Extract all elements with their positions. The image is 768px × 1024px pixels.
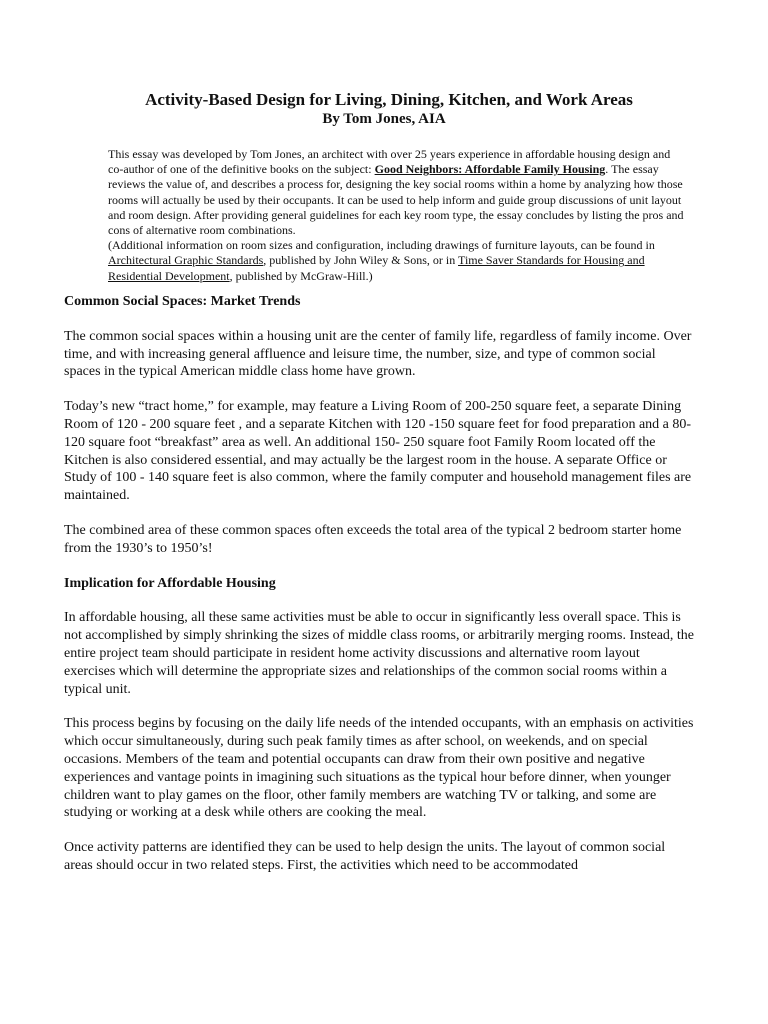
intro-paragraph [108,147,688,284]
paragraph: Today’s new “tract home,” for example, may feature a Living Room of 200-250 square feet, a separate Dining Room of 120 - 200 square feet , and a separate Kitchen with 120 -150 square feet for food preparation and a 80-120 square foot “breakfast” area as well. An additional 150- 250 square foot Family Room located off the Kitchen is also considered essential, and may actually be the largest room in the house. A separate Office or Study of 100 - 140 square feet is also common, where the family computer and household management files are maintained. [64,399,692,504]
book-title-time-saver-standards: Time Saver Standards for Housing and Residential Development [108,253,645,283]
page-title: Activity-Based Design for Living, Dining, Kitchen, and Work Areas [145,90,633,109]
author-byline: By Tom Jones, AIA [322,111,446,127]
paragraph: This process begins by focusing on the daily life needs of the intended occupants, with an emphasis on activities which occur simultaneously, during such peak family times as after school, on weekends, and on special occasions. Members of the team and potential occupants can draw from their own positive and negative experiences and vantage points in imagining such situations as the typical hour before dinner, when younger children want to play games on the floor, other family members are watching TV or talking, and some are studying or working at a desk while others are cooking the meal. [64,716,694,821]
intro-text-3: (Additional information on room sizes and configuration, including drawings of furniture layouts, can be found in [108,238,655,253]
section-heading-affordable-housing: Implication for Affordable Housing [64,575,276,591]
body-content [64,293,694,892]
paragraph: In affordable housing, all these same activities must be able to occur in significantly less overall space. This is not accomplished by simply shrinking the sizes of middle class rooms, or arbitrarily merging rooms. Instead, the entire project team should participate in resident home activity discussions and alternative room layout exercises which will determine the appropriate sizes and relationships of the common social rooms within a typical unit. [64,610,695,697]
paragraph: The common social spaces within a housing unit are the center of family life, regardless of family income. Over time, and with increasing general affluence and leisure time, the number, size, and type of common social spaces in the typical American middle class home have grown. [64,328,692,380]
book-title-graphic-standards: Architectural Graphic Standards [108,253,264,268]
intro-text-4: , published by John Wiley & Sons, or in [263,253,459,268]
intro-text-5: , published by McGraw-Hill.) [229,268,373,283]
section-heading-market-trends: Common Social Spaces: Market Trends [64,294,301,309]
paragraph: The combined area of these common spaces often exceeds the total area of the typical 2 bedroom starter home from the 1930’s to 1950’s! [64,522,682,556]
paragraph: Once activity patterns are identified they can be used to help design the units. The layout of common social areas should occur in two related steps. First, the activities which need to be accommodated [64,840,666,873]
intro-text-1: This essay was developed by Tom Jones, an architect with over 25 years experience in affordable housing design and co-author of one of the definitive books on the subject: [108,147,671,177]
intro-text-2: . The essay reviews the value of, and describes a process for, designing the key social rooms within a home by analyzing how those rooms will actually be used by their occupants. It can be used to help inform and guide group discussions of unit layout and room design. After providing general guidelines for each key room type, the essay concludes by listing the pros and cons of alternative room combinations. [108,162,684,238]
book-title-good-neighbors: Good Neighbors: Affordable Family Housing [374,162,606,177]
